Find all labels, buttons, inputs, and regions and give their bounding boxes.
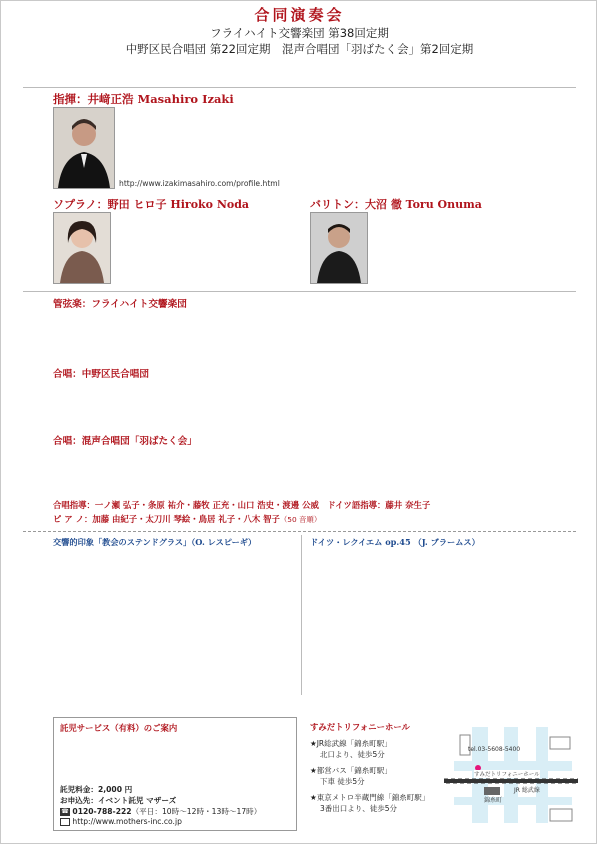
choir2-body: [61, 446, 577, 502]
route-item: [310, 793, 440, 814]
map-jr-line: JR 総武線: [514, 787, 540, 794]
divider: [23, 291, 576, 292]
soprano-photo: [53, 212, 111, 284]
access-heading: すみだトリフォニーホール: [310, 722, 410, 732]
contact: [60, 795, 176, 806]
childcare-url[interactable]: http://www.mothers-inc.co.jp: [72, 817, 182, 826]
route-line: ★JR総武線「錦糸町駅」: [310, 739, 392, 748]
childcare-body: [60, 736, 290, 780]
conductor-heading: 指揮：井﨑正浩 Masahiro Izaki: [53, 92, 234, 106]
access-box: [310, 717, 578, 829]
phone-hours: （平日：10時〜12時・13時〜17時）: [131, 807, 262, 816]
route-detail: 3番出口より、徒歩5分: [320, 803, 398, 813]
choral-instructors: 合唱指導：一ノ瀬 弘子・条原 祐介・藤牧 正充・山口 浩史・渡邊 公威 ドイツ語指導：藤井 奈生子: [53, 500, 431, 510]
column-divider: [301, 535, 302, 695]
web-row: [60, 817, 182, 826]
map-station: 錦糸町: [484, 797, 503, 804]
route-line: ★都営バス「錦糸町駅」: [310, 766, 392, 775]
route-line: ★東京メトロ半蔵門線「錦糸町駅」: [310, 793, 430, 802]
program2-body: [310, 553, 578, 693]
pianist-note: （50 音順）: [279, 515, 322, 524]
baritone-photo: [310, 212, 368, 284]
route-item: [310, 766, 440, 787]
route-detail: 北口より、徒歩5分: [320, 749, 385, 759]
header: [1, 5, 597, 57]
pianists: [53, 513, 583, 525]
map-hall: すみだトリフォニーホール: [474, 772, 540, 778]
orchestra-body: [61, 309, 577, 365]
price-label: 託児料金：: [60, 785, 98, 794]
childcare-heading: 託児サービス（有料）のご案内: [60, 723, 178, 733]
phone-row: [60, 806, 261, 817]
program1-heading: 交響的印象「教会のステンドグラス」（O. レスピーギ）: [53, 537, 257, 547]
contact-name: イベント託児 マザーズ: [97, 796, 177, 805]
header-line-2: 中野区民合唱団 第22回定期 混声合唱団「羽ばたく会」第2回定期: [125, 42, 474, 56]
globe-icon: [60, 818, 70, 826]
route-detail: 下車 徒歩5分: [320, 776, 365, 786]
pianist-label: ピ ア ノ：: [53, 514, 93, 524]
baritone-bio: [372, 212, 577, 284]
divider: [23, 531, 576, 532]
soprano-bio: [115, 212, 293, 284]
conductor-photo: [53, 107, 115, 189]
phone-icon: ☎: [61, 808, 69, 815]
orchestra-heading: 管弦楽：フライハイト交響楽団: [53, 299, 187, 310]
header-line-1: フライハイト交響楽団 第38回定期: [210, 26, 389, 40]
soprano-heading: ソプラノ：野田 ヒロ子 Hiroko Noda: [53, 198, 250, 211]
conductor-bio: [119, 107, 577, 179]
map-tel: tel.03-5608-5400: [468, 746, 521, 753]
conductor-url[interactable]: http://www.izakimasahiro.com/profile.html: [119, 179, 280, 188]
baritone-heading: バリトン：大沼 徹 Toru Onuma: [310, 198, 482, 211]
price-value: 2,000 円: [97, 785, 133, 794]
choir2-heading: 合唱：混声合唱団「羽ばたく会」: [53, 436, 197, 447]
childcare-box: [53, 717, 297, 831]
program2-heading: ドイツ・レクイエム op.45 （J. ブラームス）: [310, 537, 480, 547]
program1-body: [53, 553, 289, 693]
phone-number[interactable]: 0120-788-222: [72, 807, 132, 816]
concert-title: 合同演奏会: [254, 6, 345, 24]
choir1-body: [61, 379, 577, 435]
access-routes: [310, 739, 440, 814]
access-map: [444, 721, 578, 829]
divider: [23, 87, 576, 88]
route-item: [310, 739, 440, 760]
contact-label: お申込先：: [60, 796, 98, 805]
choir1-heading: 合唱：中野区民合唱団: [53, 369, 149, 380]
pianist-names: 加藤 由紀子・太刀川 琴絵・鳥居 礼子・八木 智子: [92, 514, 280, 524]
childcare-price: [60, 784, 132, 795]
